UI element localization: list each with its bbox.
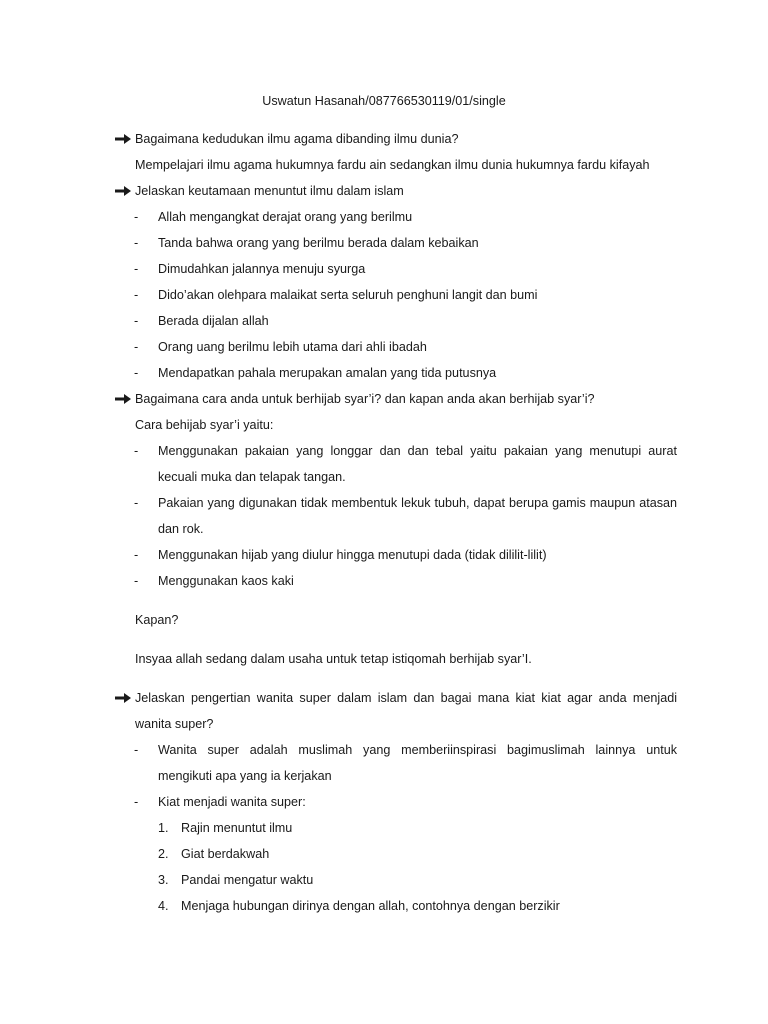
list-item: Menggunakan kaos kaki (158, 574, 294, 588)
question-4: Jelaskan pengertian wanita super dalam islam dan bagai mana kiat kiat agar anda menjadi (135, 691, 677, 705)
numbered-item: Pandai mengatur waktu (181, 873, 314, 887)
numbered-item: Menjaga hubungan dirinya dengan allah, contohnya dengan berzikir (181, 899, 560, 913)
document-title: Uswatun Hasanah/087766530119/01/single (262, 94, 506, 108)
dash-bullet: - (134, 496, 139, 510)
arrow-bullet-icon (114, 691, 132, 705)
list-number: 3. (158, 873, 169, 887)
kapan-answer: Insyaa allah sedang dalam usaha untuk tetap istiqomah berhijab syar’I. (135, 652, 532, 666)
dash-bullet: - (134, 795, 139, 809)
list-item-continuation: dan rok. (158, 522, 204, 536)
answer-3-intro: Cara behijab syar’i yaitu: (135, 418, 274, 432)
dash-bullet: - (134, 366, 139, 380)
dash-bullet: - (134, 743, 139, 757)
list-number: 2. (158, 847, 169, 861)
dash-bullet: - (134, 574, 139, 588)
list-item: Allah mengangkat derajat orang yang berilmu (158, 210, 413, 224)
dash-bullet: - (134, 210, 139, 224)
dash-bullet: - (134, 548, 139, 562)
list-number: 1. (158, 821, 169, 835)
list-item: Menggunakan hijab yang diulur hingga menutupi dada (tidak dililit-lilit) (158, 548, 547, 562)
numbered-item: Rajin menuntut ilmu (181, 821, 293, 835)
list-item: Pakaian yang digunakan tidak membentuk lekuk tubuh, dapat berupa gamis maupun atasan (158, 496, 677, 510)
list-item: Dimudahkan jalannya menuju syurga (158, 262, 366, 276)
list-item: Dido’akan olehpara malaikat serta seluruh penghuni langit dan bumi (158, 288, 538, 302)
list-item: Berada dijalan allah (158, 314, 269, 328)
arrow-bullet-icon (114, 132, 132, 146)
list-item: Wanita super adalah muslimah yang memberiinspirasi bagimuslimah lainnya untuk (158, 743, 677, 757)
list-item: Orang uang berilmu lebih utama dari ahli ibadah (158, 340, 427, 354)
list-item-continuation: kecuali muka dan telapak tangan. (158, 470, 346, 484)
dash-bullet: - (134, 340, 139, 354)
numbered-item: Giat berdakwah (181, 847, 270, 861)
arrow-bullet-icon (114, 392, 132, 406)
list-number: 4. (158, 899, 169, 913)
question-4-continuation: wanita super? (135, 717, 214, 731)
list-item: Kiat menjadi wanita super: (158, 795, 306, 809)
dash-bullet: - (134, 314, 139, 328)
dash-bullet: - (134, 262, 139, 276)
list-item: Tanda bahwa orang yang berilmu berada dalam kebaikan (158, 236, 479, 250)
list-item-continuation: mengikuti apa yang ia kerjakan (158, 769, 332, 783)
answer-1: Mempelajari ilmu agama hukumnya fardu ain sedangkan ilmu dunia hukumnya fardu kifayah (135, 158, 650, 172)
question-3: Bagaimana cara anda untuk berhijab syar’i? dan kapan anda akan berhijab syar’i? (135, 392, 595, 406)
question-1: Bagaimana kedudukan ilmu agama dibanding ilmu dunia? (135, 132, 459, 146)
list-item: Menggunakan pakaian yang longgar dan dan tebal yaitu pakaian yang menutupi aurat (158, 444, 677, 458)
kapan-question: Kapan? (135, 613, 179, 627)
dash-bullet: - (134, 444, 139, 458)
question-2: Jelaskan keutamaan menuntut ilmu dalam islam (135, 184, 404, 198)
dash-bullet: - (134, 288, 139, 302)
dash-bullet: - (134, 236, 139, 250)
list-item: Mendapatkan pahala merupakan amalan yang tida putusnya (158, 366, 497, 380)
arrow-bullet-icon (114, 184, 132, 198)
